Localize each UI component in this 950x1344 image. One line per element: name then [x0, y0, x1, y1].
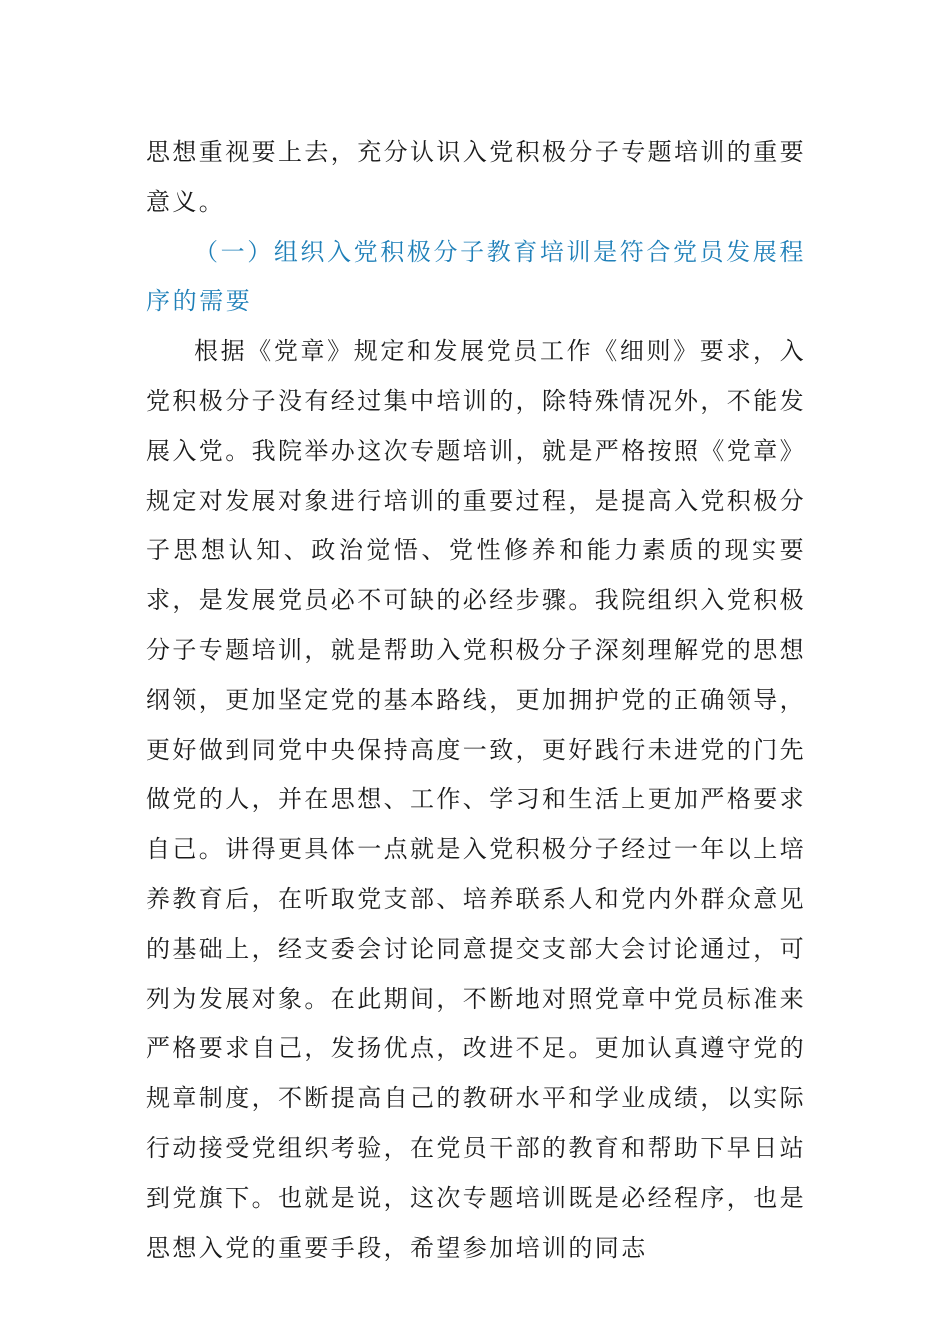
intro-paragraph: 思想重视要上去，充分认识入党积极分子专题培训的重要意义。 — [146, 138, 806, 216]
section-heading: （一）组织入党积极分子教育培训是符合党员发展程序的需要 — [146, 237, 806, 316]
body-paragraph: 根据《党章》规定和发展党员工作《细则》要求，入党积极分子没有经过集中培训的，除特殊情况外，不能发展入党。我院举办这次专题培训，就是严格按照《党章》规定对发展对象进行培训的重要过程，是提高入党积极分子思想认知、政治觉悟、党性修养和能力素质的现实要求，是发展党员必不可缺的必经步骤。我院组织入党积极分子专题培训，就是帮助入党积极分子深刻理解党的思想纲领，更加坚定党的基本路线，更加拥护党的正确领导，更好做到同党中央保持高度一致，更好践行未进党的门先做党的人，并在思想、工作、学习和生活上更加严格要求自己。讲得更具体一点就是入党积极分子经过一年以上培养教育后，在听取党支部、培养联系人和党内外群众意见的基础上，经支委会讨论同意提交支部大会讨论通过，可列为发展对象。在此期间，不断地对照党章中党员标准来严格要求自己，发扬优点，改进不足。更加认真遵守党的规章制度，不断提高自己的教研水平和学业成绩，以实际行动接受党组织考验，在党员干部的教育和帮助下早日站到党旗下。也就是说，这次专题培训既是必经程序，也是思想入党的重要手段，希望参加培训的同志 — [146, 337, 806, 1262]
document-body — [146, 128, 806, 1273]
